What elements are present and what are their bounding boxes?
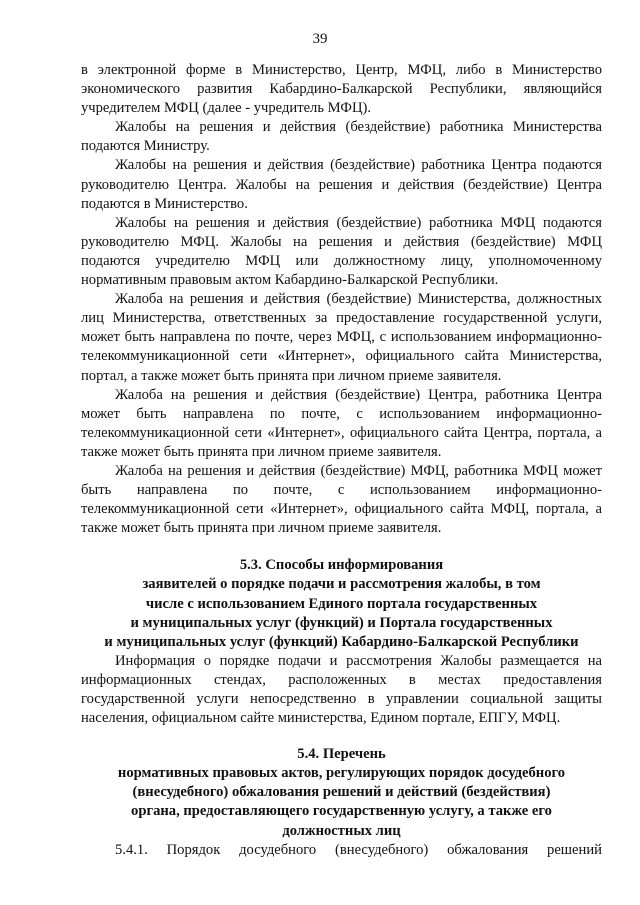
section-5-4-1-word: решений bbox=[547, 841, 602, 858]
section-5-4-title-line: должностных лиц bbox=[282, 822, 401, 839]
section-5-3-title-line: и муниципальных услуг (функций) и Портала государственных bbox=[130, 614, 553, 631]
section-5-4-title-line: нормативных правовых актов, регулирующих порядок досудебного bbox=[117, 765, 566, 782]
section-5-4-1-word: (внесудебного) bbox=[335, 841, 429, 858]
section-5-3-title-line: и муниципальных услуг (функций) Кабардино-Балкарской Республики bbox=[104, 633, 579, 650]
section-5-3-title-line: 5.3. Способы информирования bbox=[239, 557, 444, 574]
section-5-4-1-word: обжалования bbox=[447, 841, 529, 858]
document-body bbox=[81, 61, 602, 860]
paragraph-complaint-center-worker: Жалобы на решения и действия (бездействие) работника Центра подаются руководителю Центра. Жалобы на решения и действия (бездействие) Центра подаются в Министерство. bbox=[81, 157, 602, 212]
section-5-4-heading bbox=[81, 745, 602, 840]
section-5-4-title-line: (внесудебного) обжалования решений и действий (бездействия) bbox=[132, 784, 551, 801]
section-5-4-1-word: Порядок bbox=[166, 841, 221, 858]
section-5-4-title-line: органа, предоставляющего государственную услугу, а также его bbox=[131, 803, 552, 820]
paragraph-complaint-mfc-channels: Жалоба на решения и действия (бездействие) МФЦ, работника МФЦ может быть направлена по почте, с использованием информационно-телекоммуникационной сети «Интернет», официального сайта МФЦ, портала, а также может быть принята при личном приеме заявителя. bbox=[81, 462, 602, 537]
page-number: 39 bbox=[312, 31, 328, 47]
section-5-3-title-line: заявителей о порядке подачи и рассмотрения жалобы, в том bbox=[142, 576, 541, 593]
paragraph-complaint-ministry-channels: Жалоба на решения и действия (бездействие) Министерства, должностных лиц Министерства, ответственных за предоставление государственной услуги, может быть направлена по почте, через МФЦ, с использованием информационно-телекоммуникационной сети «Интернет», официального сайта Министерства, портал, а также может быть принята при личном приеме заявителя. bbox=[81, 291, 602, 384]
section-5-4-1-line bbox=[81, 841, 602, 860]
section-5-4-1-word: досудебного bbox=[239, 841, 317, 858]
paragraph-complaint-ministry-worker: Жалобы на решения и действия (бездействие) работника Министерства подаются Министру. bbox=[81, 119, 602, 155]
paragraph-complaint-mfc-worker: Жалобы на решения и действия (бездействие) работника МФЦ подаются руководителю МФЦ. Жалобы на решения и действия (бездействие) МФЦ подаются учредителю МФЦ или должностному лицу, уполномоченному нормативным правовым актом Кабардино-Балкарской Республики. bbox=[81, 214, 602, 289]
paragraph-complaint-center-channels: Жалоба на решения и действия (бездействие) Центра, работника Центра может быть направлена по почте, с использованием информационно-телекоммуникационной сети «Интернет», официального сайта Центра, портала, а также может быть принята при личном приеме заявителя. bbox=[81, 386, 602, 460]
section-5-3-title-line: числе с использованием Единого портала государственных bbox=[145, 595, 538, 612]
section-5-4-1-word: 5.4.1. bbox=[115, 841, 148, 858]
paragraph-electronic-form: в электронной форме в Министерство, Центр, МФЦ, либо в Министерство экономического развития Кабардино-Балкарской Республики, являющийся учредителем МФЦ (далее - учредитель МФЦ). bbox=[81, 62, 602, 117]
section-5-3-heading bbox=[81, 556, 602, 651]
section-5-4-title-line: 5.4. Перечень bbox=[297, 746, 386, 763]
section-5-3-body: Информация о порядке подачи и рассмотрения Жалобы размещается на информационных стендах, расположенных в местах предоставления государственной услуги непосредственно в управлении социальной защиты населения, официальном сайте министерства, Едином портале, ЕПГУ, МФЦ. bbox=[81, 652, 602, 727]
